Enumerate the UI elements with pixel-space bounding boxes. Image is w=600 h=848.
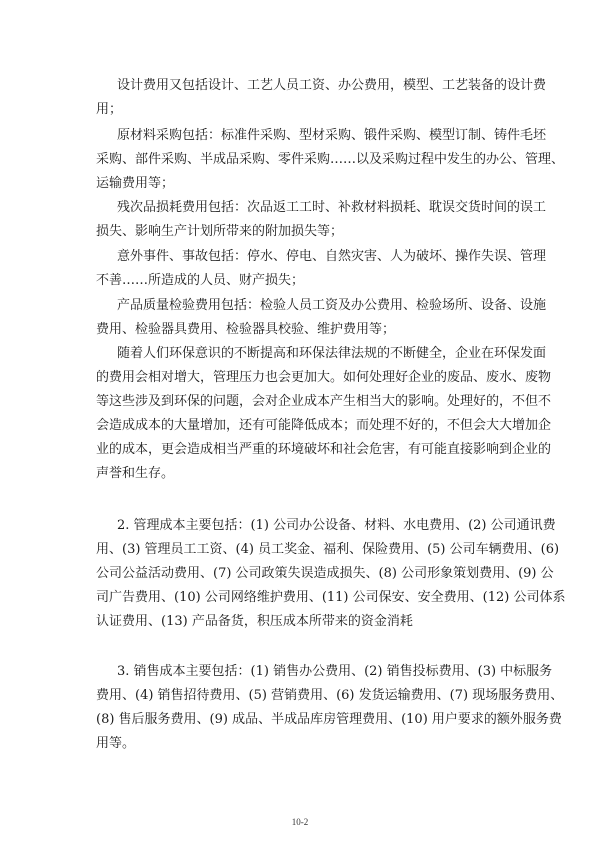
body-line: 用； [96,102,123,117]
body-line: 司广告费用、(10) 公司网络维护费用、(11) 公司保安、安全费用、(12) 公司体系 [96,590,566,605]
body-line: 2. 管理成本主要包括：(1) 公司办公设备、材料、水电费用、(2) 公司通讯费 [117,518,556,533]
body-line: 认证费用、(13) 产品备货，积压成本所带来的资金消耗 [96,614,413,629]
body-line: 残次品损耗费用包括：次品返工工时、补救材料损耗、耽误交货时间的误工 [117,200,547,215]
body-line: 不善……所造成的人员、财产损失； [96,273,305,288]
body-line: 声誉和生存。 [96,466,175,481]
body-line: 公司公益活动费用、(7) 公司政策失误造成损失、(8) 公司形象策划费用、(9) 公 [96,566,554,581]
body-line: 随着人们环保意识的不断提高和环保法律法规的不断健全，企业在环保发面 [117,346,547,361]
page-number: 10-2 [291,817,309,827]
body-line: 的费用会相对增大，管理压力也会更加大。如何处理好企业的废品、废水、废物 [96,370,552,385]
body-line: 损失、影响生产计划所带来的附加损失等； [96,224,344,239]
body-line: 原材料采购包括：标准件采购、型材采购、锻件采购、模型订制、铸件毛坯 [117,128,547,143]
body-line: 产品质量检验费用包括：检验人员工资及办公费用、检验场所、设备、设施 [117,298,547,313]
body-line: 用等。 [96,736,136,751]
body-line: 运输费用等； [96,176,175,191]
body-line: 费用、(4) 销售招待费用、(5) 营销费用、(6) 发货运输费用、(7) 现场服务费用、 [96,688,564,703]
body-line: 会造成成本的大量增加，还有可能降低成本；而处理不好的，不但会大大增加企 [96,418,552,433]
body-line: (8) 售后服务费用、(9) 成品、半成品库房管理费用、(10) 用户要求的额外服务费 [96,712,562,727]
body-line: 3. 销售成本主要包括：(1) 销售办公费用、(2) 销售投标费用、(3) 中标服务 [117,664,553,679]
body-line: 业的成本，更会造成相当严重的环境破坏和社会危害，有可能直接影响到企业的 [96,442,552,457]
body-line: 费用、检验器具费用、检验器具校验、维护费用等； [96,322,396,337]
body-line: 等这些涉及到环保的问题，会对企业成本产生相当大的影响。处理好的，不但不 [96,394,552,409]
body-line: 意外事件、事故包括：停水、停电、自然灾害、人为破坏、操作失误、管理 [117,249,547,264]
body-line: 采购、部件采购、半成品采购、零件采购……以及采购过程中发生的办公、管理、 [96,152,565,167]
body-line: 用、(3) 管理员工工资、(4) 员工奖金、福利、保险费用、(5) 公司车辆费用、(6) [96,542,560,557]
body-line: 设计费用又包括设计、工艺人员工资、办公费用，模型、工艺装备的设计费 [117,78,547,93]
